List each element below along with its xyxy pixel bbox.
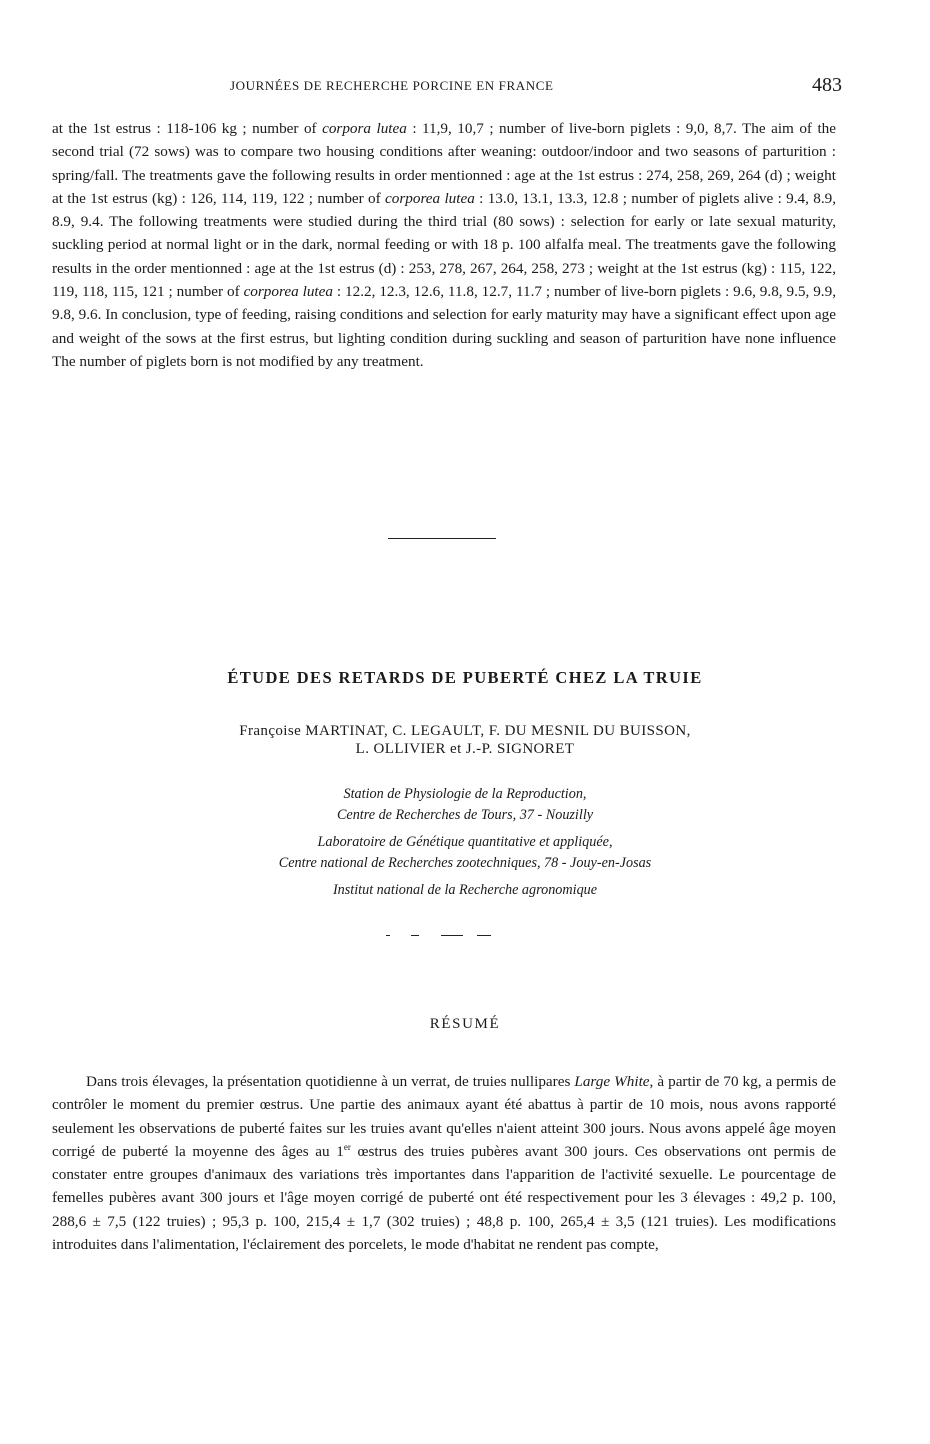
authors-line: Françoise MARTINAT, C. LEGAULT, F. DU MESNIL DU BUISSON, <box>239 723 691 739</box>
section-separator-rule <box>388 538 496 539</box>
dashed-separator-piece <box>386 935 390 936</box>
affiliation-laboratory <box>0 832 930 874</box>
dashed-separator-piece <box>411 935 419 936</box>
text-segment: at the 1st estrus : 118-106 kg ; number of <box>52 120 323 137</box>
running-header <box>0 76 930 100</box>
article-title: ÉTUDE DES RETARDS DE PUBERTÉ CHEZ LA TRUIE <box>227 668 703 687</box>
affiliation-institute <box>0 880 930 901</box>
text-segment: , à partir de 70 kg, a permis de contrôler le moment du premier œstrus. Une partie des animaux ayant été abattus à partir de 10 mois, nous avons rapporté seulement les observations de puberté faites sur les truies avant qu'elles n'aient atteint 300 jours. Nous avons appelé âge moyen corrigé de puberté la moyenne des âges au 1 <box>52 1073 836 1160</box>
affiliation-line: Laboratoire de Génétique quantitative et appliquée, <box>317 834 613 850</box>
affiliation-line: Centre de Recherches de Tours, 37 - Nouzilly <box>336 807 594 823</box>
italic-term: corpora lutea <box>322 120 407 137</box>
affiliation-line: Institut national de la Recherche agronomique <box>332 882 598 898</box>
text-segment: : 13.0, 13.1, 13.3, 12.8 ; number of piglets alive : 9.4, 8.9, 8.9, 9.4. The following treatments were studied during the third trial (80 sows) : selection for early or late sexual maturity, suckling period at normal light or in the dark, normal feeding or with 18 p. 100 alfalfa meal. The treatments gave the following results in the order mentionned : age at the 1st estrus (d) : 253, 278, 267, 264, 258, 273 ; weight at the 1st estrus (kg) : 115, 122, 119, 118, 115, 121 ; number of <box>52 189 837 301</box>
text-segment: : 12.2, 12.3, 12.6, 11.8, 12.7, 11.7 ; number of live-born piglets : 9.6, 9.8, 9.5, 9.9, 9.8, 9.6. In conclusion, type of feeding, raising conditions and selection for early maturity may have a significant effect upon age and weight of the sows at the first estrus, but lighting condition during suckling and season of parturition have none influence The number of piglets born is not modified by any treatment. <box>52 283 836 370</box>
resume-paragraph <box>52 1070 836 1256</box>
text-segment: : 11,9, 10,7 ; number of live-born piglets : 9,0, 8,7. The aim of the second trial (72 sows) was to compare two housing conditions after weaning: outdoor/indoor and two seasons of parturition : spring/fall. The treatments gave the following results in order mentionned : age at the 1st estrus : 274, 258, 269, 264 (d) ; weight at the 1st estrus (kg) : 126, 114, 119, 122 ; number of <box>52 120 837 207</box>
authors-line: L. OLLIVIER et J.-P. SIGNORET <box>355 741 575 757</box>
page-number: 483 <box>812 74 842 96</box>
resume-heading: RÉSUMÉ <box>429 1016 501 1032</box>
dashed-separator-piece <box>441 935 463 936</box>
text-segment: œstrus des truies pubères avant 300 jours. Ces observations ont permis de constater entre groupes d'animaux des variations très importantes dans l'apparition de l'activité sexuelle. Le pourcentage de femelles pubères avant 300 jours et l'âge moyen corrigé de puberté ont été respectivement pour les 3 élevages : 49,2 p. 100, 288,6 ± 7,5 (122 truies) ; 95,3 p. 100, 215,4 ± 1,7 (302 truies) ; 48,8 p. 100, 265,4 ± 3,5 (121 truies). Les modifications introduites dans l'alimentation, l'éclairement des porcelets, le mode d'habitat ne rendent pas compte, <box>52 1142 836 1254</box>
dashed-separator-piece <box>477 935 491 936</box>
affiliation-line: Centre national de Recherches zootechniques, 78 - Jouy-en-Josas <box>278 855 652 871</box>
text-segment: Dans trois élevages, la présentation quotidienne à un verrat, de truies nullipares <box>86 1073 575 1090</box>
italic-term: corporea lutea <box>385 189 475 207</box>
affiliations-block <box>0 784 930 907</box>
italic-term: corporea lutea <box>243 283 333 301</box>
authors-block <box>0 722 930 758</box>
affiliation-line: Station de Physiologie de la Reproduction, <box>343 786 587 802</box>
running-title: JOURNÉES DE RECHERCHE PORCINE EN FRANCE <box>230 78 554 93</box>
affiliation-station <box>0 784 930 826</box>
english-abstract-paragraph <box>52 117 836 373</box>
ordinal-superscript: er <box>343 1141 351 1152</box>
italic-term: Large White <box>574 1073 650 1090</box>
